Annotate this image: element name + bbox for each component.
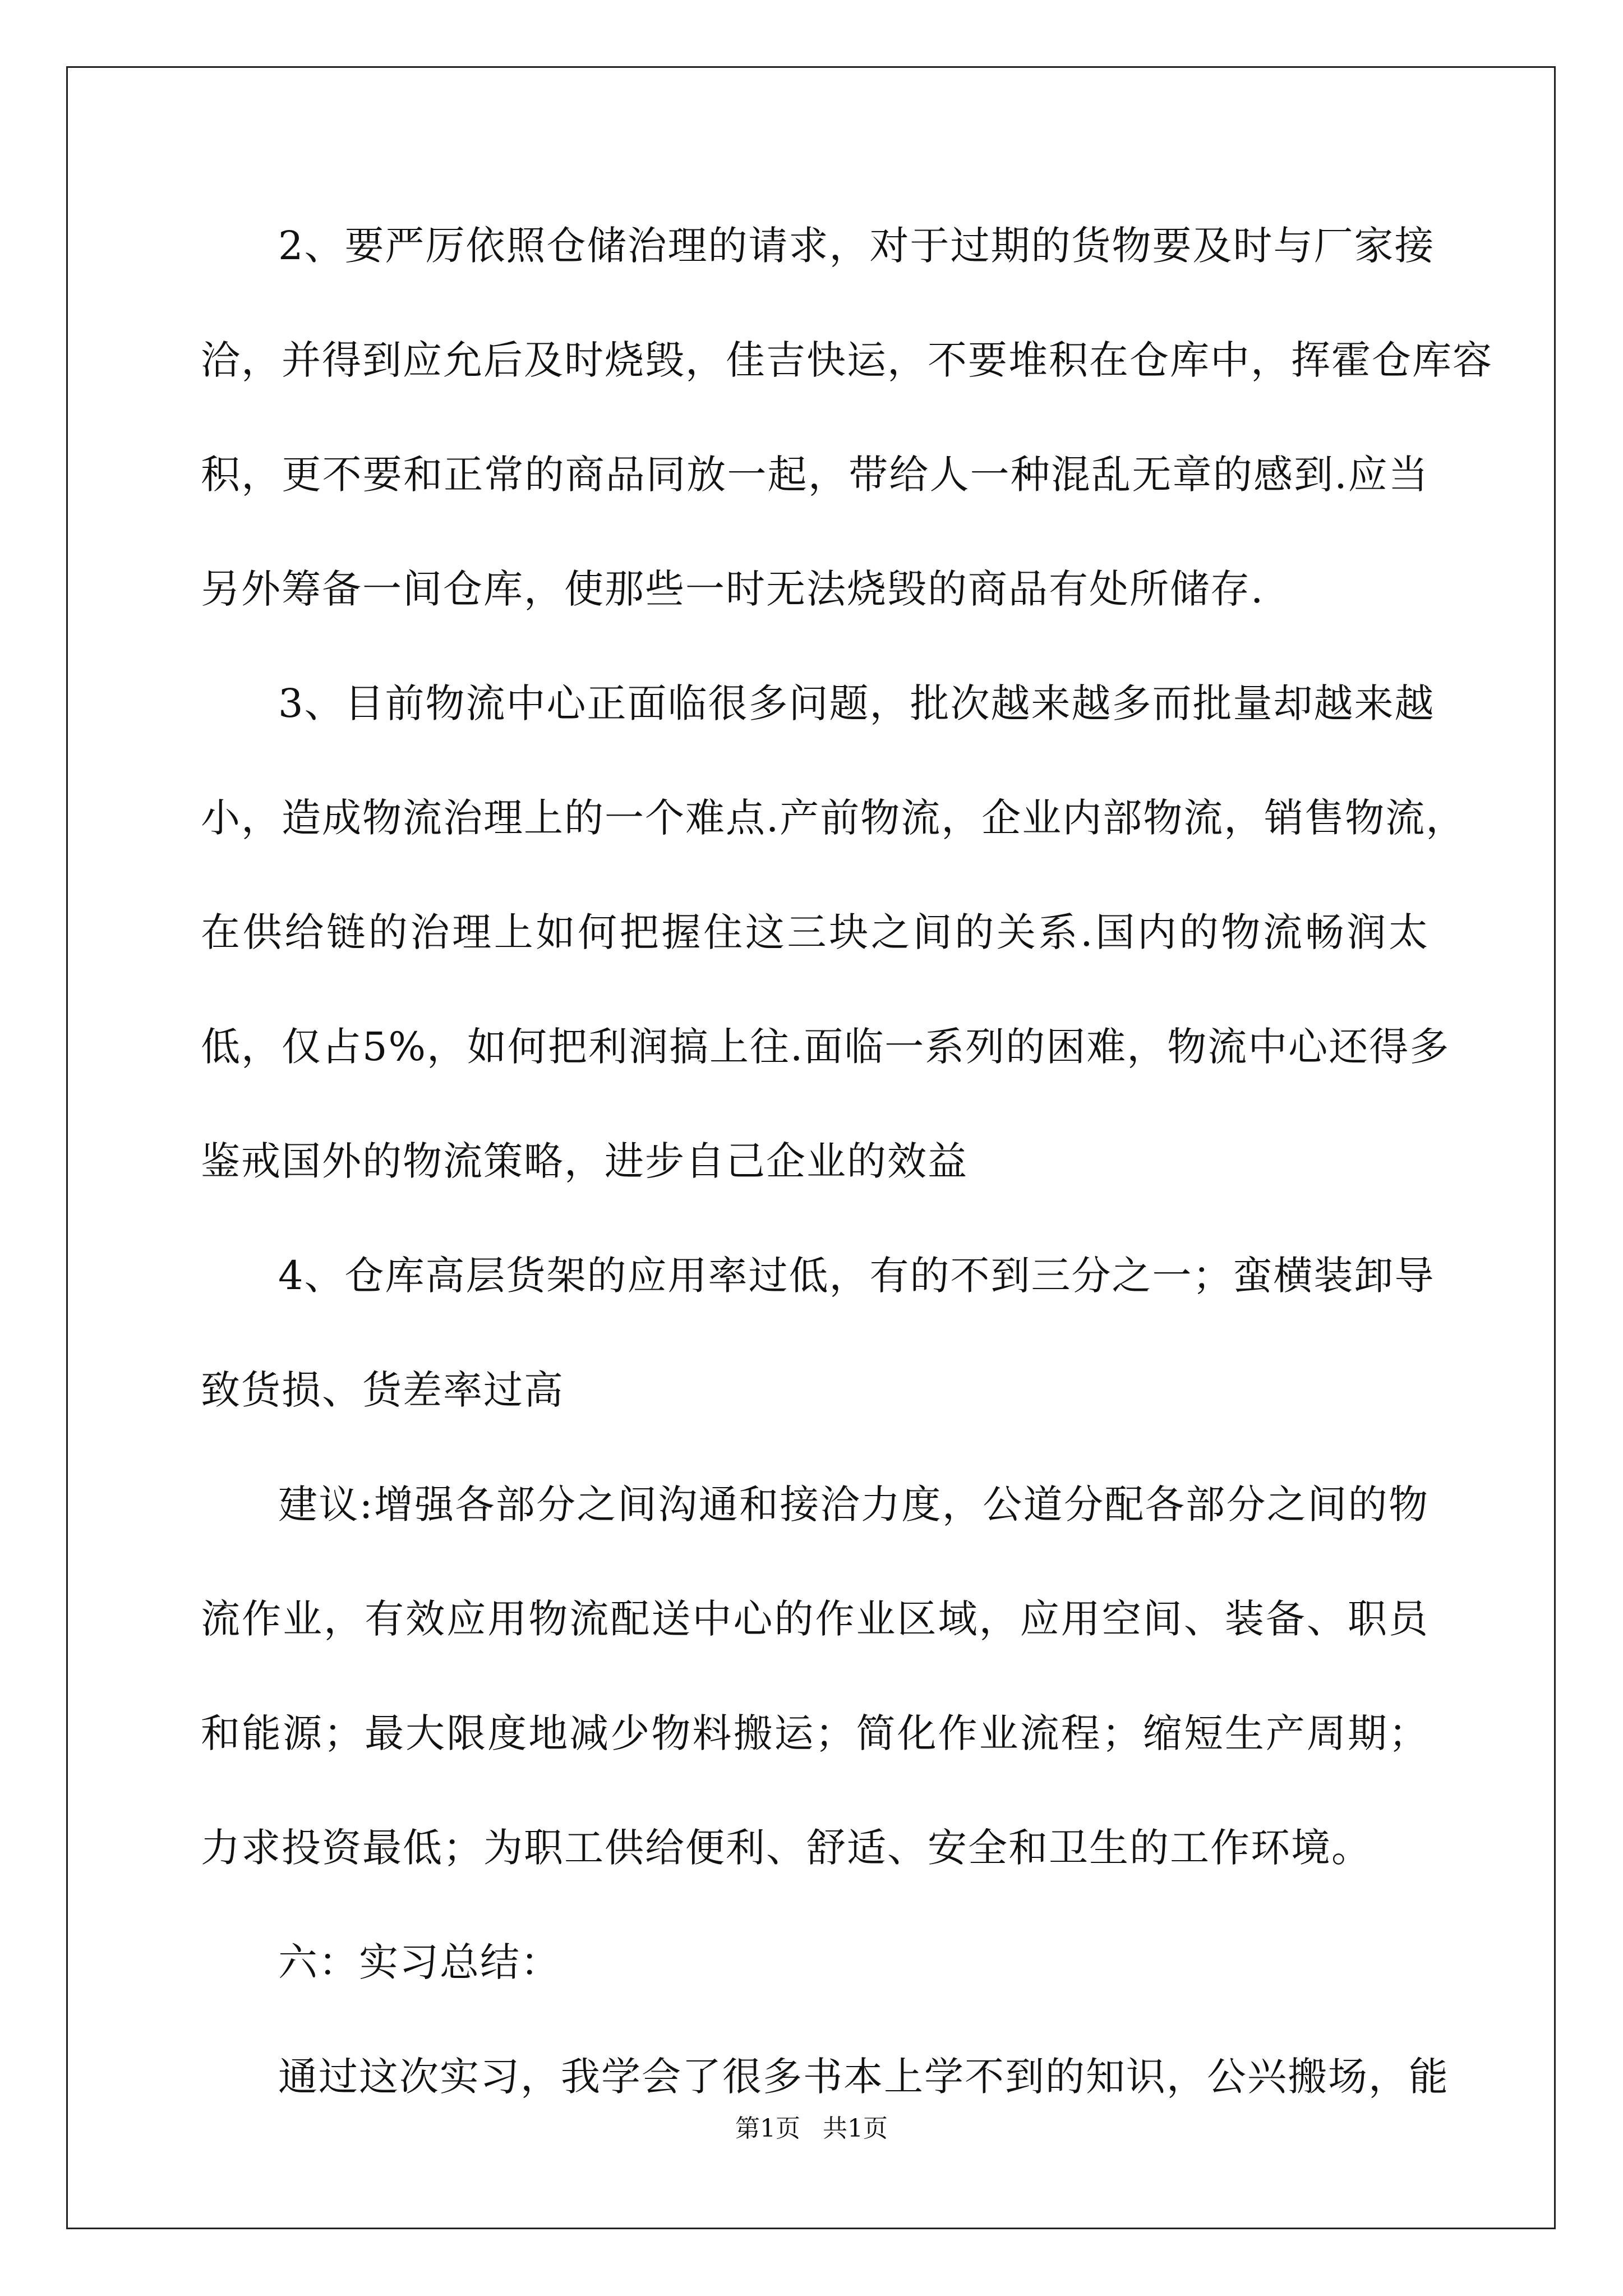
paragraph-2-line-3: 积，更不要和正常的商品同放一起，带给人一种混乱无章的感到.应当 bbox=[201, 452, 1429, 498]
paragraph-2-line-1: 2、要严厉依照仓储治理的请求，对于过期的货物要及时与厂家接 bbox=[278, 223, 1435, 269]
suggestion-line-4: 力求投资最低；为职工供给便利、舒适、安全和卫生的工作环境。 bbox=[201, 1825, 1372, 1871]
suggestion-line-3: 和能源；最大限度地减少物料搬运；简化作业流程；缩短生产周期； bbox=[201, 1710, 1429, 1756]
summary-line-1: 通过这次实习，我学会了很多书本上学不到的知识，公兴搬场，能 bbox=[278, 2054, 1449, 2100]
paragraph-3-line-1: 3、目前物流中心正面临很多问题，批次越来越多而批量却越来越 bbox=[278, 680, 1435, 726]
paragraph-4-line-2: 致货损、货差率过高 bbox=[201, 1367, 564, 1413]
page-total: 共1页 bbox=[823, 2114, 888, 2143]
paragraph-3-line-2: 小，造成物流治理上的一个难点.产前物流，企业内部物流，销售物流， bbox=[201, 795, 1467, 841]
paragraph-3-line-5: 鉴戒国外的物流策略，进步自己企业的效益 bbox=[201, 1138, 968, 1184]
paragraph-2-line-2: 洽，并得到应允后及时烧毁，佳吉快运，不要堆积在仓库中，挥霍仓库容 bbox=[201, 337, 1493, 383]
suggestion-line-2: 流作业，有效应用物流配送中心的作业区域，应用空间、装备、职员 bbox=[201, 1596, 1429, 1642]
page-number: 第1页 bbox=[735, 2114, 800, 2143]
section-heading-summary: 六：实习总结： bbox=[278, 1939, 561, 1985]
paragraph-3-line-4: 低，仅占5%，如何把利润搞上往.面临一系列的困难，物流中心还得多 bbox=[201, 1024, 1450, 1070]
paragraph-2-line-4: 另外筹备一间仓库，使那些一时无法烧毁的商品有处所储存. bbox=[201, 566, 1265, 612]
suggestion-line-1: 建议:增强各部分之间沟通和接洽力度，公道分配各部分之间的物 bbox=[278, 1481, 1429, 1527]
page-footer bbox=[0, 2112, 1623, 2146]
paragraph-3-line-3: 在供给链的治理上如何把握住这三块之间的关系.国内的物流畅润太 bbox=[201, 909, 1429, 955]
paragraph-4-line-1: 4、仓库高层货架的应用率过低，有的不到三分之一；蛮横装卸导 bbox=[278, 1253, 1435, 1299]
